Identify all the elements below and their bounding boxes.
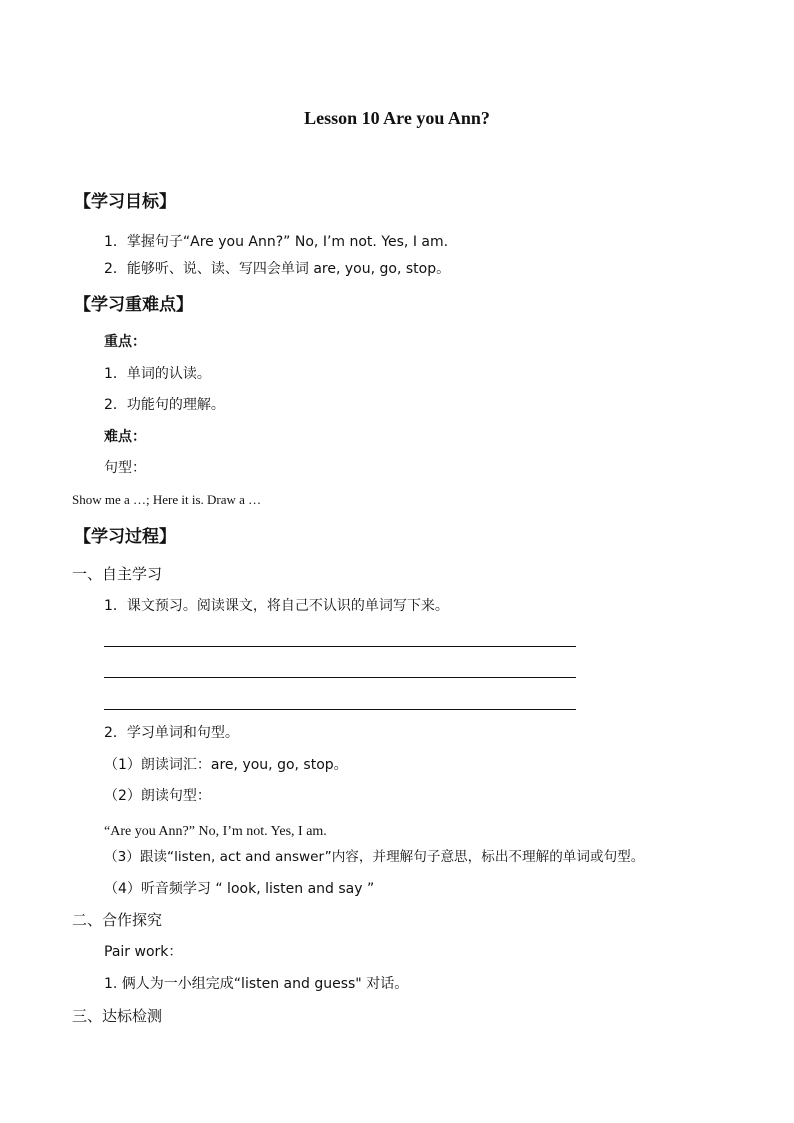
page-title: Lesson 10 Are you Ann?	[304, 108, 490, 128]
answer-line-3[interactable]	[104, 709, 576, 710]
focus-item-1: 1．单词的认读。	[104, 366, 211, 382]
pattern-label: 句型：	[104, 460, 146, 476]
pattern-text: Show me a …; Here it is. Draw a …	[72, 492, 262, 507]
part1-step2: 2．学习单词和句型。	[104, 725, 239, 741]
part1-sub3: （3）跟读“listen, act and answer”内容，并理解句子意思，标出不理解的单词或句型。	[104, 849, 645, 865]
part2-item1: 1. 俩人为一小组完成“listen and guess" 对话。	[104, 976, 409, 992]
objectives-heading: 【学习目标】	[74, 192, 176, 212]
difficult-label: 难点：	[104, 429, 146, 445]
answer-line-1[interactable]	[104, 646, 576, 647]
focus-item-2: 2．功能句的理解。	[104, 397, 225, 413]
part1-sub4: （4）听音频学习 “ look, listen and say ”	[104, 881, 375, 897]
part1-sub2-sentence: “Are you Ann?” No, I’m not. Yes, I am.	[104, 824, 327, 839]
pair-work-label: Pair work：	[104, 944, 183, 960]
part1-heading: 一、自主学习	[72, 565, 163, 583]
focus-label: 重点：	[104, 334, 146, 350]
part1-sub2: （2）朗读句型：	[104, 788, 211, 804]
objective-item-1: 1．掌握句子“Are you Ann?” No, I’m not. Yes, I am.	[104, 234, 449, 250]
part2-heading: 二、合作探究	[72, 911, 163, 929]
part1-sub1: （1）朗读词汇：are, you, go, stop。	[104, 757, 348, 773]
answer-line-2[interactable]	[104, 677, 576, 678]
objective-item-2: 2．能够听、说、读、写四会单词 are, you, go, stop。	[104, 261, 451, 277]
process-heading: 【学习过程】	[74, 527, 176, 547]
part3-heading: 三、达标检测	[72, 1007, 163, 1025]
key-points-heading: 【学习重难点】	[74, 295, 193, 315]
part1-step1: 1．课文预习。阅读课文，将自己不认识的单词写下来。	[104, 598, 449, 614]
